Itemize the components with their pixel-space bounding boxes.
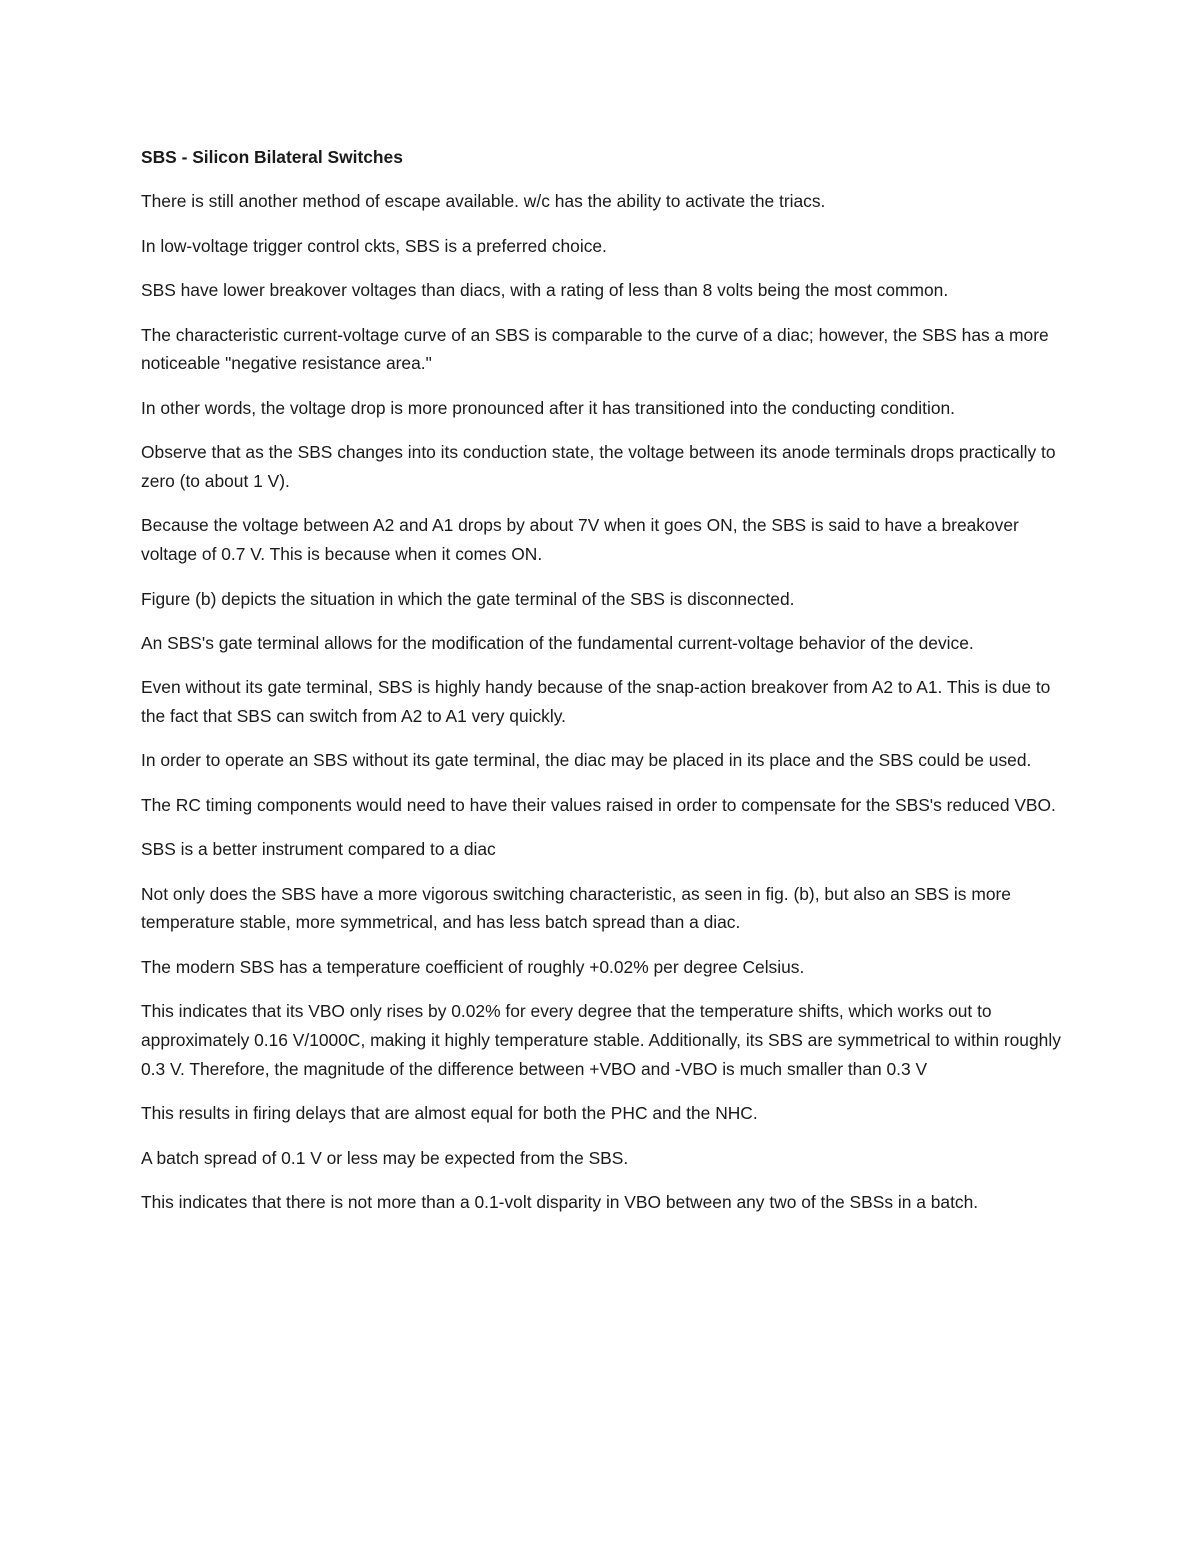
paragraph: There is still another method of escape available. w/c has the ability to activate the triacs.	[141, 191, 826, 212]
paragraph: Even without its gate terminal, SBS is highly handy because of the snap-action breakover from A2 to A1. This is due to the fact that SBS can switch from A2 to A1 very quickly.	[141, 677, 1051, 727]
paragraph: This indicates that there is not more than a 0.1-volt disparity in VBO between any two of the SBSs in a batch.	[141, 1192, 979, 1212]
paragraph: In low-voltage trigger control ckts, SBS is a preferred choice.	[141, 235, 607, 256]
paragraph: This results in firing delays that are almost equal for both the PHC and the NHC.	[141, 1103, 758, 1124]
paragraph: A batch spread of 0.1 V or less may be expected from the SBS.	[141, 1147, 629, 1168]
document-title: SBS - Silicon Bilateral Switches	[141, 147, 403, 167]
paragraph: Observe that as the SBS changes into its conduction state, the voltage between its anode terminals drops practically to zero (to about 1 V).	[141, 442, 1056, 491]
paragraph: An SBS's gate terminal allows for the modification of the fundamental current-voltage behavior of the device.	[141, 632, 974, 653]
paragraph: In other words, the voltage drop is more pronounced after it has transitioned into the conducting condition.	[141, 397, 955, 418]
paragraph: Not only does the SBS have a more vigorous switching characteristic, as seen in fig. (b), but also an SBS is more temperature stable, more symmetrical, and has less batch spread than a diac.	[141, 883, 1011, 933]
paragraph: Because the voltage between A2 and A1 drops by about 7V when it goes ON, the SBS is said to have a breakover voltage of 0.7 V. This is because when it comes ON.	[141, 515, 1019, 565]
paragraph: Figure (b) depicts the situation in which the gate terminal of the SBS is disconnected.	[141, 588, 795, 609]
paragraph: SBS is a better instrument compared to a diac	[141, 839, 496, 860]
document-body	[141, 143, 1066, 1232]
paragraph: This indicates that its VBO only rises by 0.02% for every degree that the temperature shifts, which works out to approximately 0.16 V/1000C, making it highly temperature stable. Additionally, its SBS are symmetrical to within roughly 0.3 V. Therefore, the magnitude of the difference between +VBO and -VBO is much smaller than 0.3 V	[141, 1001, 1061, 1079]
paragraph: The characteristic current-voltage curve of an SBS is comparable to the curve of a diac; however, the SBS has a more noticeable "negative resistance area."	[141, 324, 1049, 374]
paragraph: The modern SBS has a temperature coefficient of roughly +0.02% per degree Celsius.	[141, 956, 805, 977]
paragraph: The RC timing components would need to have their values raised in order to compensate for the SBS's reduced VBO.	[141, 794, 1056, 815]
paragraph: In order to operate an SBS without its gate terminal, the diac may be placed in its place and the SBS could be used.	[141, 750, 1032, 771]
paragraph: SBS have lower breakover voltages than diacs, with a rating of less than 8 volts being the most common.	[141, 280, 949, 301]
